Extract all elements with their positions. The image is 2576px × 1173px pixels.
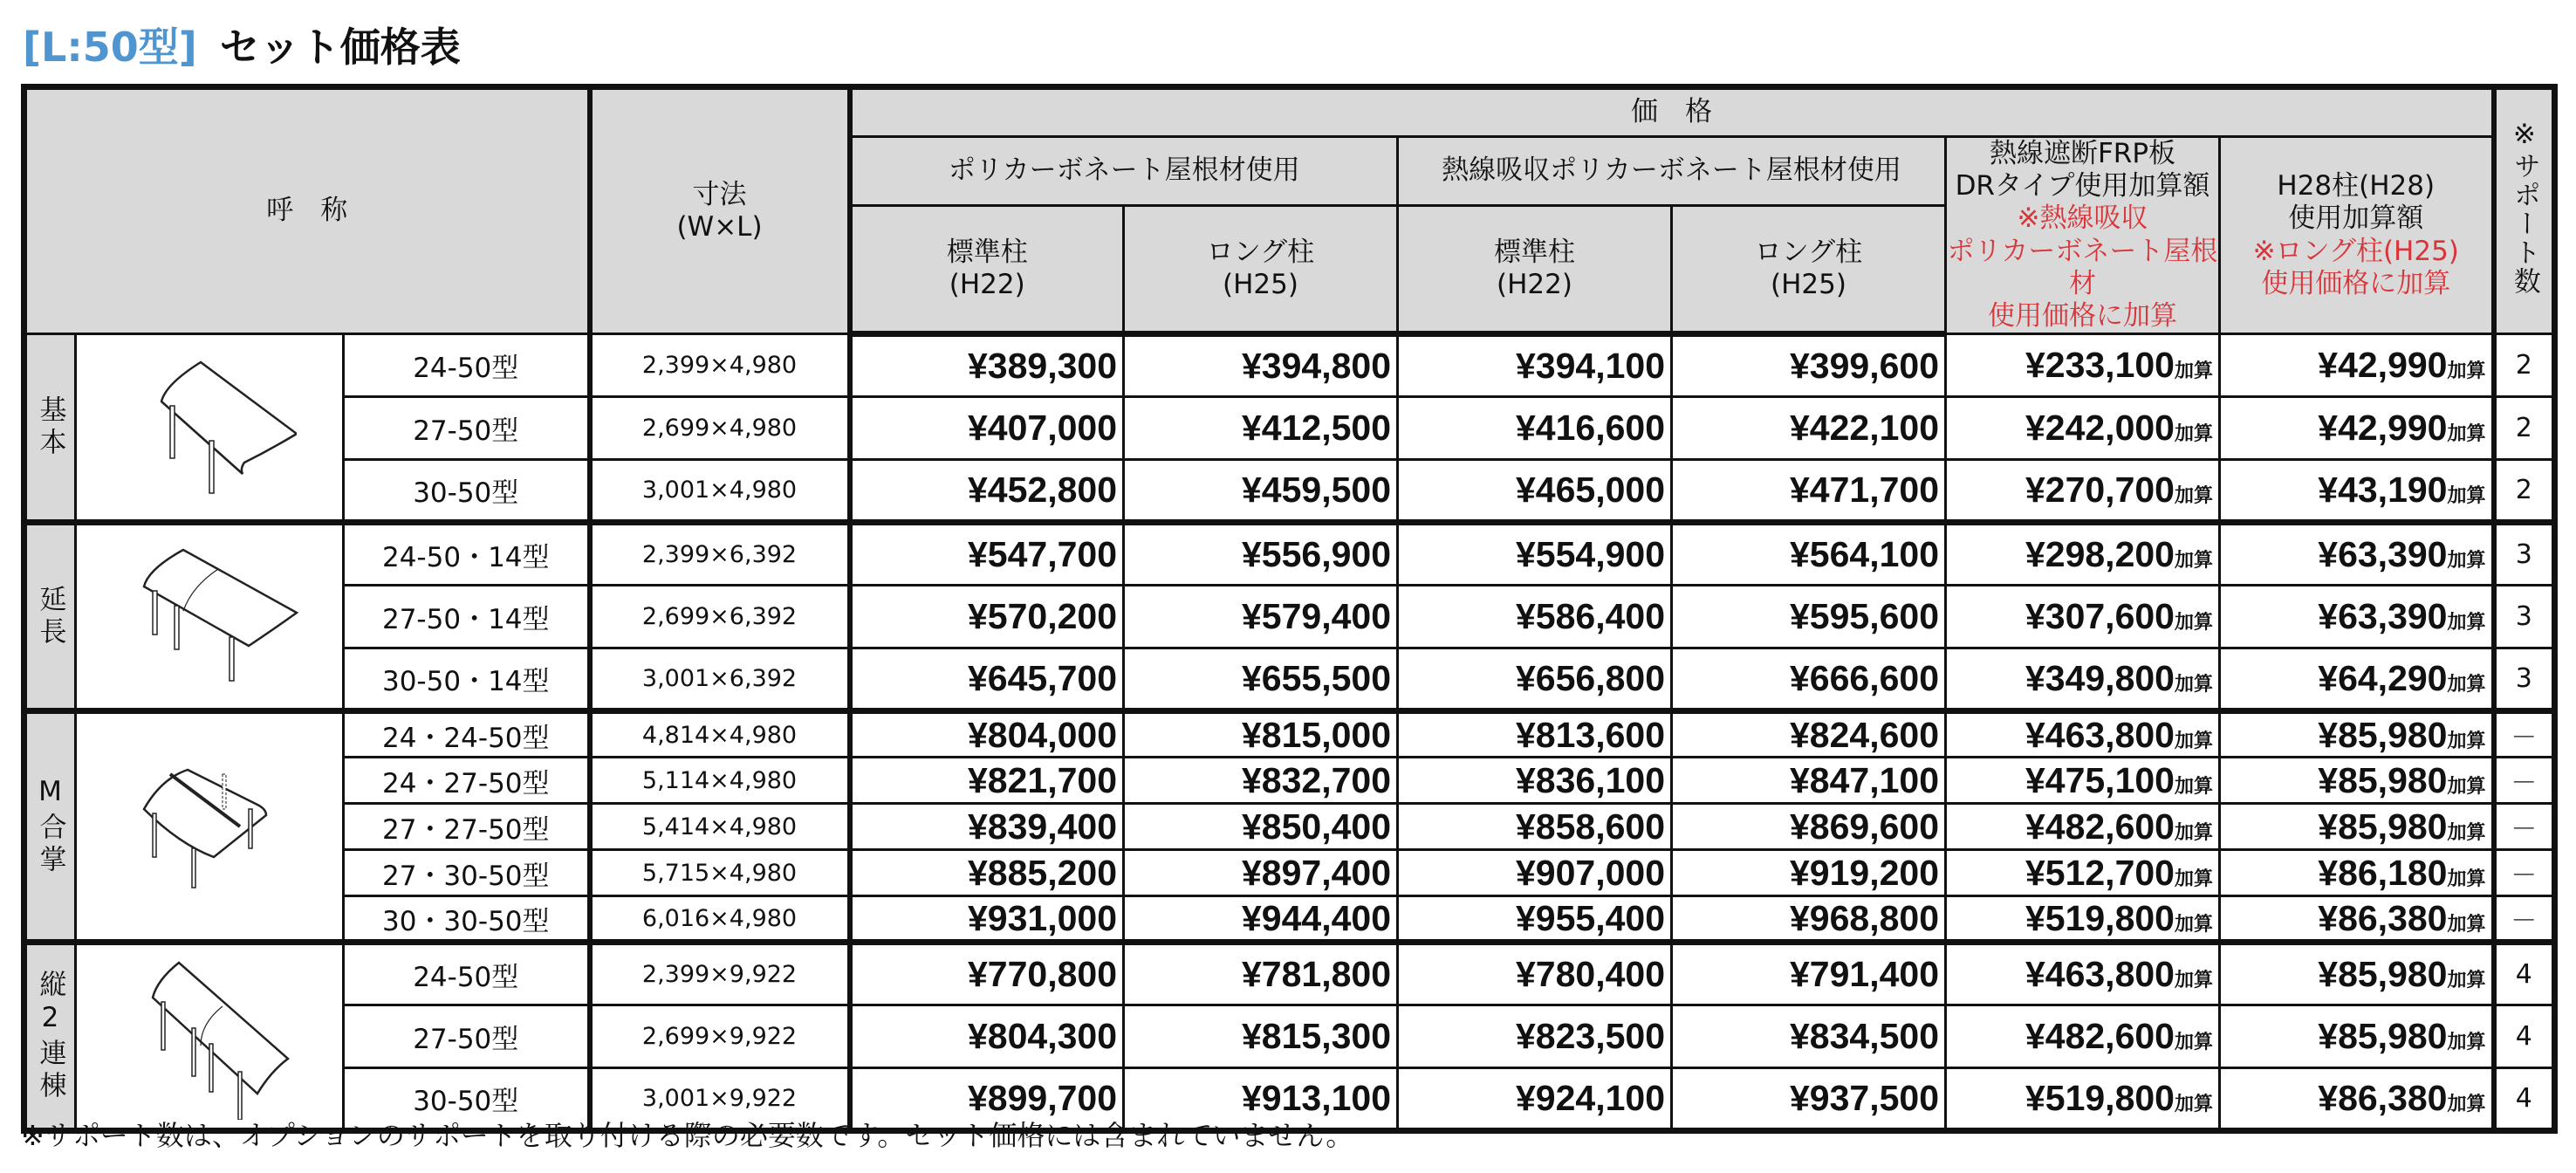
price-value: ¥86,380: [2318, 897, 2448, 938]
dimensions: 4,814×4,980: [590, 711, 850, 758]
price-value: ¥85,980: [2318, 759, 2448, 800]
dimensions: 3,001×4,980: [590, 460, 850, 523]
price-cell: [850, 1005, 1124, 1068]
header-support: [2494, 87, 2555, 334]
surcharge-suffix: 加算: [2447, 867, 2486, 889]
surcharge-suffix: 加算: [2447, 1031, 2486, 1053]
page-title: [23, 16, 461, 73]
dimensions: 2,699×9,922: [590, 1005, 850, 1068]
support-count: －: [2494, 804, 2555, 850]
price-cell: [1124, 1005, 1398, 1068]
table-row: [24, 758, 2555, 804]
surcharge-suffix: 加算: [2447, 611, 2486, 634]
header-poly-std: [850, 205, 1124, 334]
price-cell: [2220, 1068, 2494, 1131]
model-name: 30-50・14型: [344, 648, 590, 711]
price-cell: [1124, 711, 1398, 758]
price-value: ¥394,100: [1515, 346, 1665, 387]
price-cell: [1946, 896, 2220, 943]
surcharge-suffix: 加算: [2447, 820, 2486, 843]
surcharge-suffix: 加算: [2447, 729, 2486, 751]
price-value: ¥924,100: [1515, 1078, 1665, 1119]
surcharge-suffix: 加算: [2174, 774, 2213, 797]
price-cell: [1946, 758, 2220, 804]
surcharge-suffix: 加算: [2174, 1031, 2213, 1053]
price-cell: [1946, 1005, 2220, 1068]
surcharge-suffix: 加算: [2447, 774, 2486, 797]
price-value: ¥832,700: [1241, 759, 1391, 800]
price-cell: [2220, 711, 2494, 758]
support-count: －: [2494, 758, 2555, 804]
price-cell: [2220, 586, 2494, 648]
price-cell: [2220, 943, 2494, 1005]
surcharge-suffix: 加算: [2174, 867, 2213, 889]
surcharge-suffix: 加算: [2447, 422, 2486, 445]
price-cell: [1124, 943, 1398, 1005]
surcharge-suffix: 加算: [2174, 484, 2213, 507]
h28-line1: H28柱(H28): [2277, 170, 2436, 202]
price-cell: [1946, 711, 2220, 758]
price-cell: [1672, 397, 1946, 460]
frp-note3: 使用価格に加算: [1988, 299, 2177, 332]
price-value: ¥834,500: [1789, 1016, 1939, 1057]
surcharge-suffix: 加算: [2174, 820, 2213, 843]
price-cell: [1672, 896, 1946, 943]
header-name: 呼 称: [24, 87, 590, 334]
long-post-h: (H25): [1223, 268, 1298, 300]
surcharge-suffix: 加算: [2174, 611, 2213, 634]
price-value: ¥85,980: [2318, 954, 2448, 995]
price-cell: [2220, 758, 2494, 804]
model-name: 27-50型: [344, 1005, 590, 1068]
price-value: ¥791,400: [1789, 954, 1939, 995]
surcharge-suffix: 加算: [2447, 549, 2486, 572]
price-cell: [850, 586, 1124, 648]
price-cell: [850, 711, 1124, 758]
table-row: [24, 804, 2555, 850]
price-value: ¥349,800: [2024, 658, 2175, 699]
support-count: 2: [2494, 460, 2555, 523]
price-value: ¥394,800: [1241, 346, 1391, 387]
dimensions: 2,699×4,980: [590, 397, 850, 460]
price-value: ¥85,980: [2318, 714, 2448, 755]
price-value: ¥64,290: [2318, 658, 2448, 699]
price-cell: [1124, 586, 1398, 648]
support-count: 4: [2494, 943, 2555, 1005]
price-table: [21, 84, 2558, 1134]
price-value: ¥86,180: [2318, 852, 2448, 893]
surcharge-suffix: 加算: [2174, 673, 2213, 696]
price-value: ¥519,800: [2024, 897, 2175, 938]
price-cell: [1124, 758, 1398, 804]
price-value: ¥242,000: [2024, 408, 2175, 449]
model-name: 24・27-50型: [344, 758, 590, 804]
price-value: ¥897,400: [1241, 852, 1391, 893]
long-post-h: (H25): [1771, 268, 1846, 300]
price-cell: [2220, 648, 2494, 711]
std-post: 標準柱: [946, 236, 1028, 268]
model-name: 27-50・14型: [344, 586, 590, 648]
price-value: ¥233,100: [2024, 345, 2175, 386]
carport-extended-illustration: [76, 523, 344, 711]
model-tag: [L:50型]: [23, 24, 197, 71]
price-value: ¥847,100: [1789, 759, 1939, 800]
price-cell: [1124, 334, 1398, 397]
surcharge-suffix: 加算: [2174, 729, 2213, 751]
price-value: ¥63,390: [2318, 534, 2448, 575]
dimensions: 5,114×4,980: [590, 758, 850, 804]
price-cell: [2220, 523, 2494, 586]
price-value: ¥270,700: [2024, 470, 2175, 511]
dimensions: 2,399×9,922: [590, 943, 850, 1005]
price-value: ¥919,200: [1789, 852, 1939, 893]
surcharge-suffix: 加算: [2447, 1093, 2486, 1115]
std-post-h: (H22): [1497, 268, 1572, 300]
price-value: ¥836,100: [1515, 759, 1665, 800]
header-poly-long: [1124, 205, 1398, 334]
price-cell: [2220, 334, 2494, 397]
surcharge-suffix: 加算: [2447, 484, 2486, 507]
price-cell: [850, 460, 1124, 523]
price-value: ¥815,300: [1241, 1016, 1391, 1057]
price-value: ¥556,900: [1241, 534, 1391, 575]
price-value: ¥885,200: [967, 852, 1117, 893]
price-cell: [850, 397, 1124, 460]
price-value: ¥422,100: [1789, 408, 1939, 449]
support-count: 3: [2494, 648, 2555, 711]
price-value: ¥770,800: [967, 954, 1117, 995]
title-text: セット価格表: [219, 24, 461, 71]
price-cell: [1672, 711, 1946, 758]
price-value: ¥85,980: [2318, 806, 2448, 847]
frp-line1: 熱線遮断FRP板: [1989, 138, 2176, 169]
support-count: 2: [2494, 334, 2555, 397]
price-value: ¥579,400: [1241, 596, 1391, 637]
price-value: ¥482,600: [2024, 1016, 2175, 1057]
price-cell: [1946, 397, 2220, 460]
group-label: 基本: [24, 334, 76, 523]
surcharge-suffix: 加算: [2174, 1093, 2213, 1115]
price-value: ¥85,980: [2318, 1016, 2448, 1057]
header-support-label: ※サポート数: [2508, 118, 2540, 296]
table-row: [24, 648, 2555, 711]
price-value: ¥416,600: [1515, 408, 1665, 449]
price-value: ¥823,500: [1515, 1016, 1665, 1057]
table-row: [24, 586, 2555, 648]
model-name: 24-50型: [344, 334, 590, 397]
support-count: 3: [2494, 586, 2555, 648]
price-cell: [1672, 334, 1946, 397]
price-cell: [850, 523, 1124, 586]
table-row: [24, 460, 2555, 523]
price-cell: [1672, 460, 1946, 523]
support-count: －: [2494, 896, 2555, 943]
price-cell: [1946, 648, 2220, 711]
group-label: 延長: [24, 523, 76, 711]
price-cell: [850, 850, 1124, 896]
price-cell: [850, 943, 1124, 1005]
price-value: ¥564,100: [1789, 534, 1939, 575]
header-heat-std: [1398, 205, 1672, 334]
surcharge-suffix: 加算: [2447, 912, 2486, 935]
support-count: 4: [2494, 1068, 2555, 1131]
price-value: ¥463,800: [2024, 714, 2175, 755]
dimensions: 5,715×4,980: [590, 850, 850, 896]
price-cell: [1672, 804, 1946, 850]
long-post: ロング柱: [1754, 236, 1863, 268]
header-heat-long: [1672, 205, 1946, 334]
surcharge-suffix: 加算: [2174, 360, 2213, 382]
price-value: ¥399,600: [1789, 346, 1939, 387]
price-value: ¥655,500: [1241, 658, 1391, 699]
price-cell: [1398, 943, 1672, 1005]
price-value: ¥465,000: [1515, 470, 1665, 511]
header-price: 価 格: [850, 87, 2494, 137]
price-value: ¥42,990: [2318, 345, 2448, 386]
group-label: 縦2連棟: [24, 943, 76, 1131]
frp-note1: ※熱線吸収: [2017, 202, 2148, 235]
price-value: ¥931,000: [967, 897, 1117, 938]
price-cell: [850, 758, 1124, 804]
price-value: ¥781,800: [1241, 954, 1391, 995]
header-size: [590, 87, 850, 334]
price-cell: [850, 804, 1124, 850]
price-value: ¥298,200: [2024, 534, 2175, 575]
price-value: ¥804,300: [967, 1016, 1117, 1057]
price-value: ¥869,600: [1789, 806, 1939, 847]
price-cell: [1398, 1005, 1672, 1068]
support-count: 4: [2494, 1005, 2555, 1068]
price-cell: [1398, 648, 1672, 711]
price-value: ¥595,600: [1789, 596, 1939, 637]
price-cell: [1124, 648, 1398, 711]
table-row: [24, 334, 2555, 397]
model-name: 30-50型: [344, 460, 590, 523]
header-h28: [2220, 137, 2494, 334]
price-value: ¥63,390: [2318, 596, 2448, 637]
price-cell: [1398, 523, 1672, 586]
price-value: ¥475,100: [2024, 759, 2175, 800]
price-cell: [2220, 1005, 2494, 1068]
price-cell: [1672, 523, 1946, 586]
table-row: [24, 896, 2555, 943]
price-value: ¥645,700: [967, 658, 1117, 699]
std-post: 標準柱: [1494, 236, 1575, 268]
table-row: [24, 850, 2555, 896]
price-value: ¥471,700: [1789, 470, 1939, 511]
model-name: 27・30-50型: [344, 850, 590, 896]
header-frp: [1946, 137, 2220, 334]
price-value: ¥512,700: [2024, 852, 2175, 893]
surcharge-suffix: 加算: [2447, 360, 2486, 382]
price-value: ¥459,500: [1241, 470, 1391, 511]
price-value: ¥824,600: [1789, 714, 1939, 755]
table-row: [24, 1005, 2555, 1068]
long-post: ロング柱: [1206, 236, 1315, 268]
price-cell: [1398, 804, 1672, 850]
surcharge-suffix: 加算: [2447, 673, 2486, 696]
model-name: 30-50型: [344, 1068, 590, 1131]
price-cell: [1124, 850, 1398, 896]
price-value: ¥944,400: [1241, 897, 1391, 938]
price-value: ¥913,100: [1241, 1078, 1391, 1119]
price-cell: [2220, 896, 2494, 943]
surcharge-suffix: 加算: [2447, 969, 2486, 991]
price-cell: [1946, 804, 2220, 850]
carport-tandem-illustration: [76, 943, 344, 1131]
h28-note1: ※ロング柱(H25): [2252, 235, 2459, 267]
price-value: ¥452,800: [967, 470, 1117, 511]
price-cell: [1124, 896, 1398, 943]
model-name: 30・30-50型: [344, 896, 590, 943]
support-count: －: [2494, 850, 2555, 896]
h28-note2: 使用価格に加算: [2261, 267, 2451, 299]
price-value: ¥937,500: [1789, 1078, 1939, 1119]
price-cell: [1398, 758, 1672, 804]
price-value: ¥554,900: [1515, 534, 1665, 575]
model-name: 24-50・14型: [344, 523, 590, 586]
table-row: [24, 523, 2555, 586]
price-value: ¥519,800: [2024, 1078, 2175, 1119]
price-cell: [1946, 523, 2220, 586]
surcharge-suffix: 加算: [2174, 422, 2213, 445]
surcharge-suffix: 加算: [2174, 912, 2213, 935]
price-value: ¥955,400: [1515, 897, 1665, 938]
price-value: ¥850,400: [1241, 806, 1391, 847]
price-cell: [1398, 1068, 1672, 1131]
dimensions: 2,699×6,392: [590, 586, 850, 648]
price-cell: [1672, 1068, 1946, 1131]
price-cell: [1398, 586, 1672, 648]
frp-line2: DRタイプ使用加算額: [1955, 170, 2210, 202]
support-count: 2: [2494, 397, 2555, 460]
price-cell: [1672, 648, 1946, 711]
price-cell: [850, 334, 1124, 397]
price-value: ¥389,300: [967, 346, 1117, 387]
support-count: 3: [2494, 523, 2555, 586]
price-cell: [1672, 758, 1946, 804]
price-value: ¥407,000: [967, 408, 1117, 449]
header-heat-poly: 熱線吸収ポリカーボネート屋根材使用: [1398, 137, 1946, 206]
price-value: ¥307,600: [2024, 596, 2175, 637]
price-cell: [1398, 460, 1672, 523]
price-cell: [1124, 397, 1398, 460]
price-cell: [1946, 1068, 2220, 1131]
dimensions: 2,399×6,392: [590, 523, 850, 586]
price-value: ¥804,000: [967, 714, 1117, 755]
price-cell: [1672, 943, 1946, 1005]
std-post-h: (H22): [949, 268, 1025, 300]
price-cell: [2220, 850, 2494, 896]
price-value: ¥463,800: [2024, 954, 2175, 995]
price-value: ¥780,400: [1515, 954, 1665, 995]
table-row: [24, 943, 2555, 1005]
price-cell: [1672, 1005, 1946, 1068]
price-cell: [1124, 523, 1398, 586]
price-cell: [2220, 460, 2494, 523]
table-row: [24, 711, 2555, 758]
price-cell: [1124, 460, 1398, 523]
price-value: ¥656,800: [1515, 658, 1665, 699]
price-cell: [1672, 586, 1946, 648]
price-value: ¥43,190: [2318, 470, 2448, 511]
price-cell: [1672, 850, 1946, 896]
price-cell: [1946, 460, 2220, 523]
price-value: ¥412,500: [1241, 408, 1391, 449]
price-value: ¥666,600: [1789, 658, 1939, 699]
carport-m-gassho-illustration: [76, 711, 344, 943]
surcharge-suffix: 加算: [2174, 549, 2213, 572]
price-cell: [2220, 397, 2494, 460]
price-cell: [1398, 850, 1672, 896]
price-value: ¥968,800: [1789, 897, 1939, 938]
footnote: ※サポート数は、オプションのサポートを取り付ける際の必要数です。セット価格には含まれていません。: [21, 1119, 1354, 1152]
support-count: －: [2494, 711, 2555, 758]
dimensions: 3,001×9,922: [590, 1068, 850, 1131]
price-value: ¥586,400: [1515, 596, 1665, 637]
price-value: ¥899,700: [967, 1078, 1117, 1119]
price-value: ¥482,600: [2024, 806, 2175, 847]
dimensions: 5,414×4,980: [590, 804, 850, 850]
model-name: 24・24-50型: [344, 711, 590, 758]
group-label: M合掌: [24, 711, 76, 943]
price-value: ¥821,700: [967, 759, 1117, 800]
model-name: 27-50型: [344, 397, 590, 460]
price-cell: [1946, 850, 2220, 896]
model-name: 27・27-50型: [344, 804, 590, 850]
price-value: ¥813,600: [1515, 714, 1665, 755]
price-value: ¥547,700: [967, 534, 1117, 575]
price-value: ¥858,600: [1515, 806, 1665, 847]
dimensions: 6,016×4,980: [590, 896, 850, 943]
price-cell: [850, 648, 1124, 711]
dimensions: 2,399×4,980: [590, 334, 850, 397]
price-value: ¥815,000: [1241, 714, 1391, 755]
carport-basic-illustration: [76, 334, 344, 523]
price-cell: [850, 896, 1124, 943]
price-cell: [1398, 334, 1672, 397]
header-size-unit: (W×L): [676, 211, 763, 244]
price-cell: [1946, 334, 2220, 397]
price-value: ¥42,990: [2318, 408, 2448, 449]
surcharge-suffix: 加算: [2174, 969, 2213, 991]
price-cell: [1124, 804, 1398, 850]
frp-note2: ポリカーボネート屋根材: [1947, 235, 2218, 299]
price-cell: [1398, 896, 1672, 943]
price-cell: [1946, 943, 2220, 1005]
header-size-label: 寸法: [692, 178, 747, 210]
price-cell: [1946, 586, 2220, 648]
h28-line2: 使用加算額: [2288, 202, 2424, 235]
price-value: ¥86,380: [2318, 1078, 2448, 1119]
price-cell: [1398, 397, 1672, 460]
dimensions: 3,001×6,392: [590, 648, 850, 711]
price-value: ¥907,000: [1515, 852, 1665, 893]
price-cell: [1398, 711, 1672, 758]
model-name: 24-50型: [344, 943, 590, 1005]
table-row: [24, 397, 2555, 460]
price-cell: [2220, 804, 2494, 850]
header-poly: ポリカーボネート屋根材使用: [850, 137, 1398, 206]
price-value: ¥839,400: [967, 806, 1117, 847]
price-value: ¥570,200: [967, 596, 1117, 637]
